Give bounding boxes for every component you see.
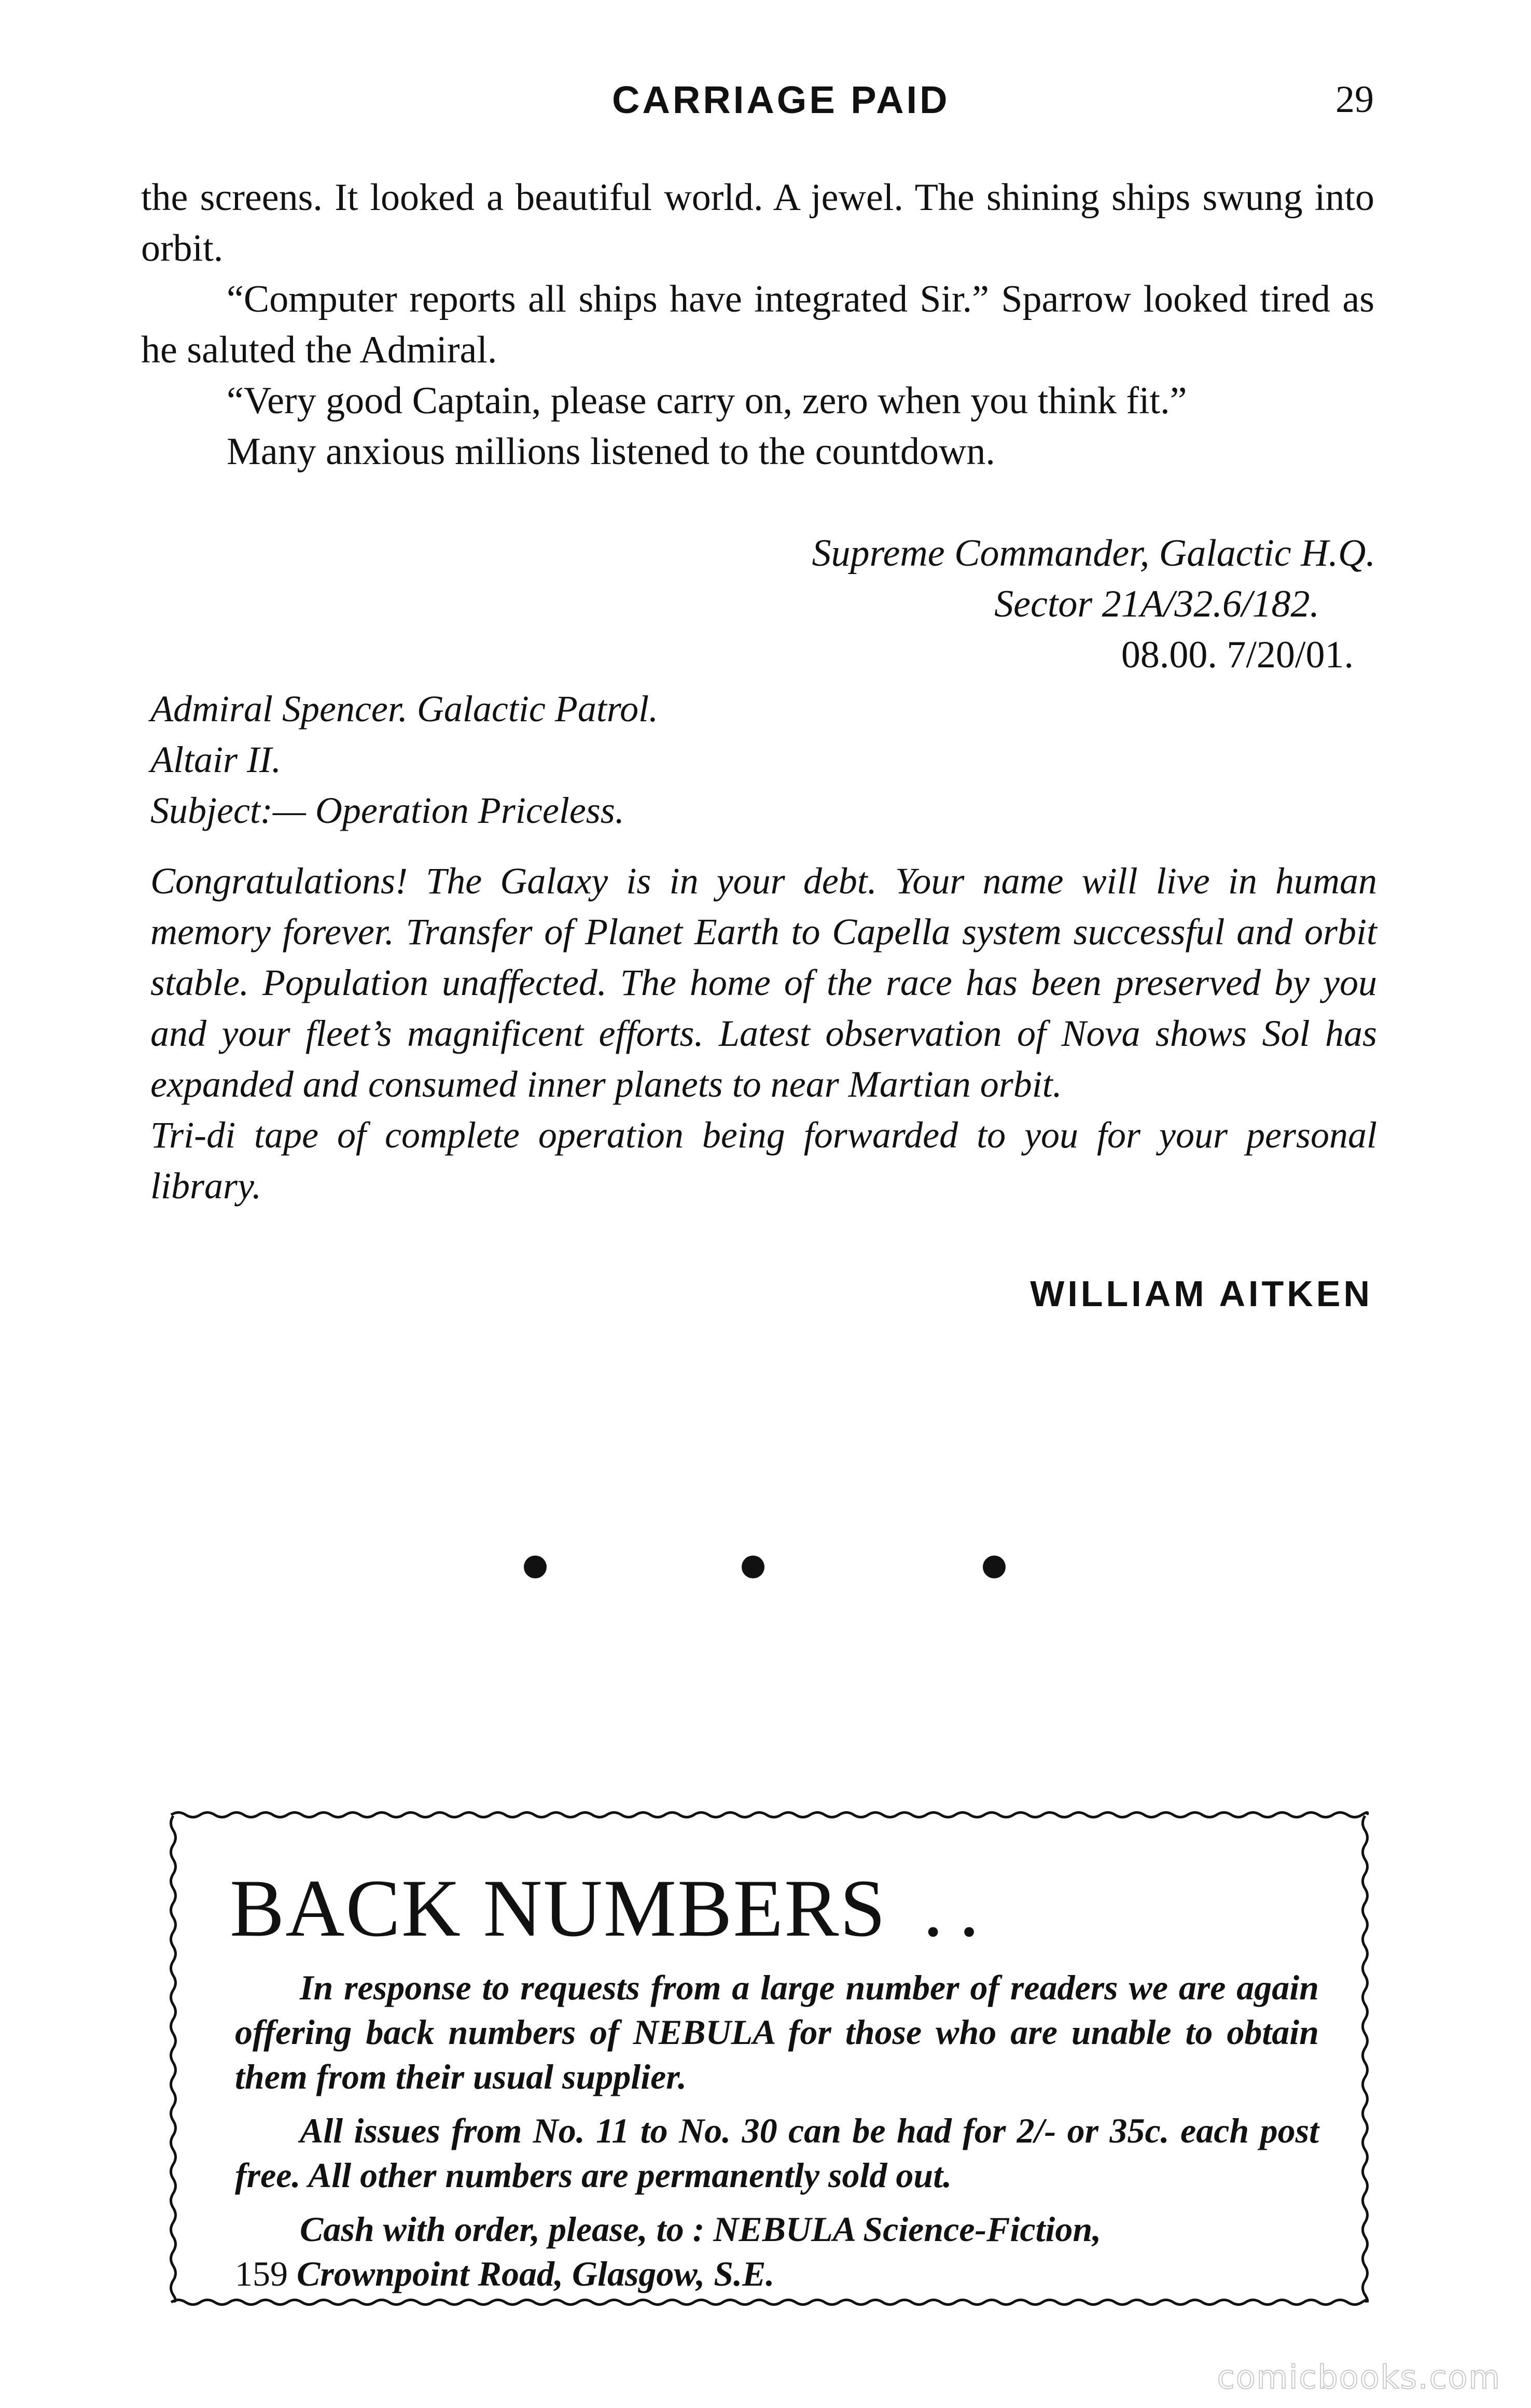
- advert-body: [235, 1965, 1319, 2296]
- advert-title: [230, 1861, 995, 1956]
- story-paragraph: “Very good Captain, please carry on, zero when you think fit.”: [227, 380, 1187, 422]
- dispatch-message: Congratulations! The Galaxy is in your debt. Your name will live in human memory forever. Transfer of Planet Earth to Capella system successful and orbit stable. Population unaffected. The home of the race has been preserved by you and your fleet’s magnificent efforts. Latest observation of Nova shows Sol has expanded and consumed inner planets to near Martian orbit.: [150, 860, 1377, 1105]
- recipient-name: Admiral Spencer. Galactic Patrol.: [150, 688, 659, 730]
- section-break-dot: [524, 1556, 547, 1578]
- dispatch-message: Tri-di tape of complete operation being forwarded to you for your personal library.: [150, 1114, 1377, 1207]
- advert-title-dots: ..: [923, 1863, 995, 1954]
- advert-paragraph: Cash with order, please, to : NEBULA Science-Fiction,: [300, 2209, 1102, 2249]
- story-paragraph: the screens. It looked a beautiful world. A jewel. The shining ships swung into orbit.: [141, 176, 1374, 270]
- page-number: 29: [1335, 78, 1374, 121]
- recipient-location: Altair II.: [150, 739, 281, 780]
- author-signature: WILLIAM AITKEN: [1030, 1273, 1373, 1314]
- section-break-dot: [983, 1556, 1006, 1578]
- advert-paragraph: All issues from No. 11 to No. 30 can be had for 2/- or 35c. each post free. All other numbers are permanently sold out.: [235, 2111, 1319, 2195]
- dispatch-letter: [150, 683, 1377, 1211]
- advert-street-number: 159: [235, 2254, 288, 2293]
- watermark: comicbooks.com: [1217, 2358, 1501, 2396]
- dispatch-subject: Subject:— Operation Priceless.: [150, 790, 624, 831]
- story-paragraph: “Computer reports all ships have integrated Sir.” Sparrow looked tired as he saluted the Admiral.: [141, 278, 1374, 371]
- advert-street: Crownpoint Road, Glasgow, S.E.: [297, 2254, 775, 2293]
- advert-address: [235, 2251, 1319, 2296]
- story-paragraph: Many anxious millions listened to the countdown.: [227, 430, 995, 473]
- story-text: [141, 172, 1374, 477]
- advert-title-text: BACK NUMBERS: [230, 1863, 887, 1954]
- back-numbers-advert: [165, 1804, 1373, 2313]
- dispatch-header: [812, 528, 1375, 680]
- dispatch-sector: Sector 21A/32.6/182.: [994, 583, 1319, 625]
- section-break-dot: [742, 1556, 764, 1578]
- advert-paragraph: In response to requests from a large number of readers we are again offering back numbers of NEBULA for those who are unable to obtain them from their usual supplier.: [235, 1968, 1319, 2096]
- dispatch-from: Supreme Commander, Galactic H.Q.: [812, 532, 1375, 575]
- dispatch-datetime: 08.00. 7/20/01.: [1121, 634, 1354, 676]
- running-title: CARRIAGE PAID: [612, 78, 950, 121]
